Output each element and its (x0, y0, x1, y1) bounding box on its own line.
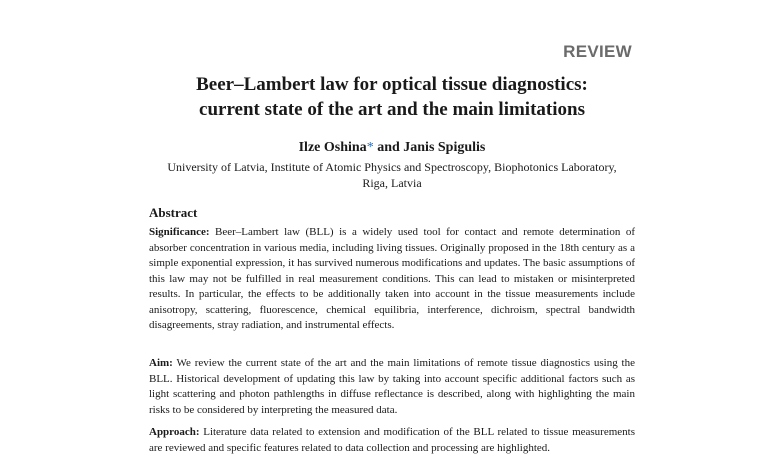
author-separator: and (373, 140, 404, 155)
corresponding-author-link[interactable]: * (366, 140, 374, 155)
title-line-2: current state of the art and the main limitations (199, 99, 585, 120)
article-type-label: REVIEW (563, 42, 632, 61)
approach-label: Approach: (149, 426, 200, 438)
author-1: Ilze Oshina (298, 140, 367, 155)
aim-label: Aim: (149, 357, 173, 369)
affiliation (140, 159, 644, 191)
author-2: Janis Spigulis (403, 140, 486, 155)
affiliation-line-1: University of Latvia, Institute of Atomic Physics and Spectroscopy, Biophotonics Laboratory, (167, 160, 617, 174)
aim-text: We review the current state of the art and the main limitations of remote tissue diagnostics using the BLL. Historical development of updating this law by taking into account specific additional factors such as light scattering and photon pathlengths in diffuse reflectance is described, along with highlighting the main risks to be considered by interpreting the measured data. (149, 357, 635, 416)
affiliation-line-2: Riga, Latvia (362, 176, 422, 190)
title-line-1: Beer–Lambert law for optical tissue diagnostics: (196, 74, 588, 95)
approach-text: Literature data related to extension and modification of the BLL related to tissue measurements are reviewed and specific features related to data collection and processing are highlighted. (149, 426, 635, 454)
abstract-heading: Abstract (149, 205, 198, 220)
significance-text: Beer–Lambert law (BLL) is a widely used tool for contact and remote determination of absorber concentration in various media, including living tissues. Originally proposed in the 18th century as a simple exponential expression, it has survived numerous modifications and updates. The basic assumptions of this law may not be fulfilled in real measurement conditions. This can lead to mistaken or misinterpreted results. In particular, the effects to be additionally taken into account in the tissue measurements include anisotropy, scattering, fluorescence, chemical equilibria, interference, dichroism, spectral bandwidth disagreements, stray radiation, and instrumental effects. (149, 226, 636, 331)
paper-title (100, 72, 684, 122)
significance-label: Significance: (149, 226, 210, 238)
author-list (100, 140, 684, 156)
abstract-aim (149, 356, 635, 418)
abstract-significance (149, 225, 635, 334)
